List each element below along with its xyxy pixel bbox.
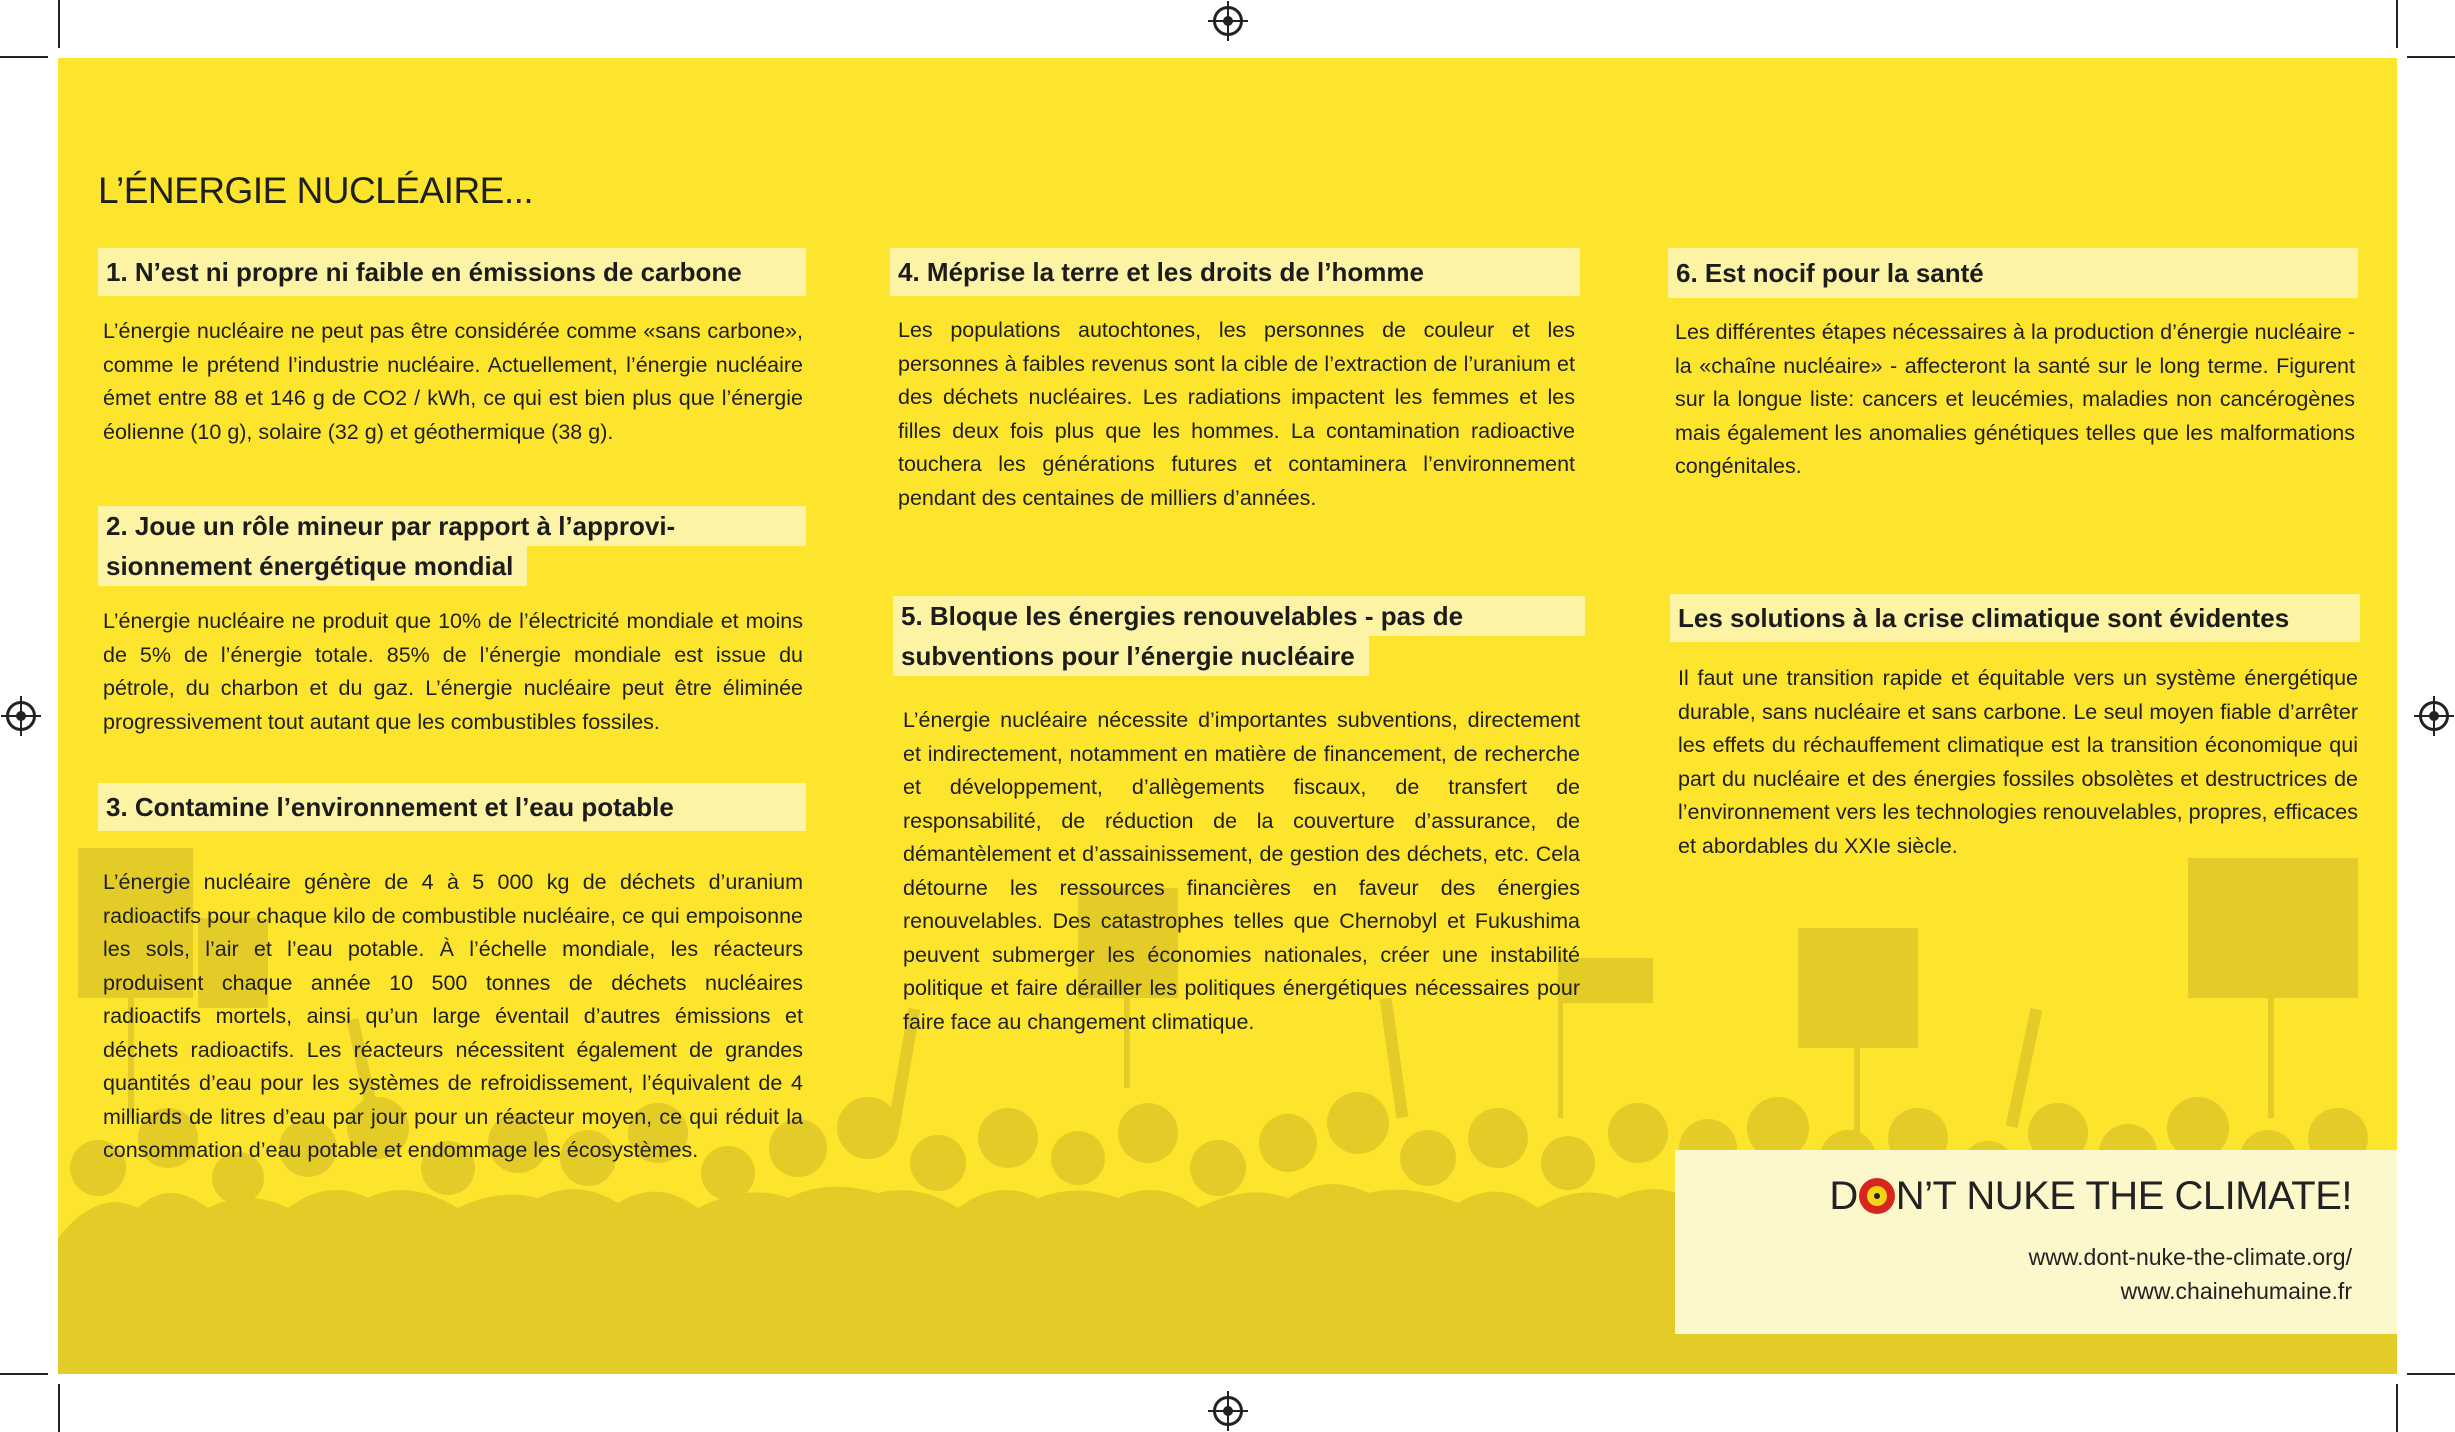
section-5-body: L’énergie nucléaire nécessite d’importantes subventions, directement et indirectement, notamment en matière de financement, de recherche et développement, d’allègements fiscaux, de transfert de responsabilité, de réduction de la couverture d’assurance, de démantèlement et d’assainissement, de gestion des déchets, etc. Cela détourne les ressources financières en faveur des énergies renouvelables. Des catastrophes telles que Chernobyl et Fukushima peuvent submerger les économies nationales, créer une instabilité politique et faire dérailler les politiques énergétiques nécessaires pour faire face au changement climatique. bbox=[903, 708, 1580, 1034]
solutions-body: Il faut une transition rapide et équitable vers un système énergétique durable, sans nucléaire et sans carbone. Le seul moyen fiable d’arrêter les effets du réchauffement climatique est la transition économique qui part du nucléaire et des énergies fossiles obsolètes et destructrices de l’environnement vers les technologies renouvelables, propres, efficaces et abordables du XXIe siècle. bbox=[1678, 666, 2358, 858]
registration-mark-right bbox=[2419, 701, 2449, 731]
crop-mark-top-left bbox=[58, 0, 60, 48]
crop-mark-top-left-h bbox=[0, 56, 48, 58]
slogan-part-2: N’T NUKE THE CLIMATE! bbox=[1895, 1174, 2352, 1218]
section-4-body: Les populations autochtones, les personnes de couleur et les personnes à faibles revenus sont la cible de l’extraction de l’uranium et des déchets nucléaires. Les radiations impactent les femmes et les filles deux fois plus que les hommes. La contamination radioactive touchera les générations futures et contaminera l’environnement pendant des centaines de milliers d’années. bbox=[898, 318, 1575, 510]
website-link-chainehumaine[interactable]: www.chainehumaine.fr bbox=[2120, 1278, 2352, 1304]
crop-mark-top-right-h bbox=[2407, 56, 2455, 58]
section-6-heading bbox=[1668, 248, 2358, 298]
section-5-heading-line-2: subventions pour l’énergie nucléaire bbox=[893, 636, 1369, 676]
section-5-heading-line-1: 5. Bloque les énergies renouvelables - pas de bbox=[893, 596, 1585, 636]
section-5-heading bbox=[893, 596, 1585, 676]
section-2-body: L’énergie nucléaire ne produit que 10% de l’électricité mondiale et moins de 5% de l’énergie totale. 85% de l’énergie mondiale est issue du pétrole, du charbon et du gaz. L’énergie nucléaire peut être éliminée progressivement tout autant que les combustibles fossiles. bbox=[103, 609, 803, 734]
campaign-slogan bbox=[1829, 1174, 2352, 1219]
brochure-panel bbox=[58, 58, 2397, 1374]
section-6-body: Les différentes étapes nécessaires à la production d’énergie nucléaire - la «chaîne nucléaire» - affecteront la santé sur le long terme. Figurent sur la longue liste: cancers et leucémies, maladies non cancérogènes mais également les anomalies génétiques telles que les malformations congénitales. bbox=[1675, 320, 2355, 478]
crop-mark-bottom-left bbox=[58, 1384, 60, 1432]
section-6-heading-text: 6. Est nocif pour la santé bbox=[1676, 258, 1984, 288]
slogan-part-1: D bbox=[1829, 1174, 1858, 1218]
section-2-heading-line-1: 2. Joue un rôle mineur par rapport à l’approvi- bbox=[98, 506, 806, 546]
page-title: L’ÉNERGIE NUCLÉAIRE... bbox=[98, 170, 534, 211]
crop-mark-bottom-right bbox=[2396, 1384, 2398, 1432]
section-1-heading-text: 1. N’est ni propre ni faible en émissions de carbone bbox=[106, 257, 742, 287]
solutions-heading bbox=[1670, 594, 2360, 642]
registration-mark-bottom bbox=[1213, 1396, 1243, 1426]
section-3-body: L’énergie nucléaire génère de 4 à 5 000 kg de déchets d’uranium radioactifs pour chaque kilo de combustible nucléaire, ce qui empoisonne les sols, l’air et l’eau potable. À l’échelle mondiale, les réacteurs produisent chaque année 10 500 tonnes de déchets nucléaires radioactifs mortels, ainsi qu’un large éventail d’autres émissions et déchets radioactifs. Les réacteurs nécessitent également de grandes quantités d’eau pour les systèmes de refroidissement, l’équivalent de 4 milliards de litres d’eau par jour pour un réacteur moyen, ce qui réduit la consommation d’eau potable et endommage les écosystèmes. bbox=[103, 870, 803, 1162]
website-link-dont-nuke[interactable]: www.dont-nuke-the-climate.org/ bbox=[2028, 1244, 2352, 1270]
crop-mark-bottom-right-h bbox=[2407, 1373, 2455, 1375]
registration-mark-top bbox=[1213, 6, 1243, 36]
campaign-box bbox=[1675, 1150, 2397, 1334]
section-1-heading bbox=[98, 248, 806, 296]
section-4-heading bbox=[890, 248, 1580, 296]
crop-mark-top-right bbox=[2396, 0, 2398, 48]
crop-mark-bottom-left-h bbox=[0, 1373, 48, 1375]
section-3-heading bbox=[98, 783, 806, 831]
nuclear-sun-icon bbox=[1859, 1178, 1895, 1214]
section-3-heading-text: 3. Contamine l’environnement et l’eau potable bbox=[106, 792, 674, 822]
section-2-heading-line-2: sionnement énergétique mondial bbox=[98, 546, 527, 586]
solutions-heading-text: Les solutions à la crise climatique sont évidentes bbox=[1678, 603, 2290, 633]
section-4-heading-text: 4. Méprise la terre et les droits de l’homme bbox=[898, 257, 1424, 287]
section-2-heading bbox=[98, 506, 806, 586]
section-1-body: L’énergie nucléaire ne peut pas être considérée comme «sans carbone», comme le prétend l’industrie nucléaire. Actuellement, l’énergie nucléaire émet entre 88 et 146 g de CO2 / kWh, ce qui est bien plus que l’énergie éolienne (10 g), solaire (32 g) et géothermique (38 g). bbox=[103, 319, 803, 444]
registration-mark-left bbox=[6, 701, 36, 731]
